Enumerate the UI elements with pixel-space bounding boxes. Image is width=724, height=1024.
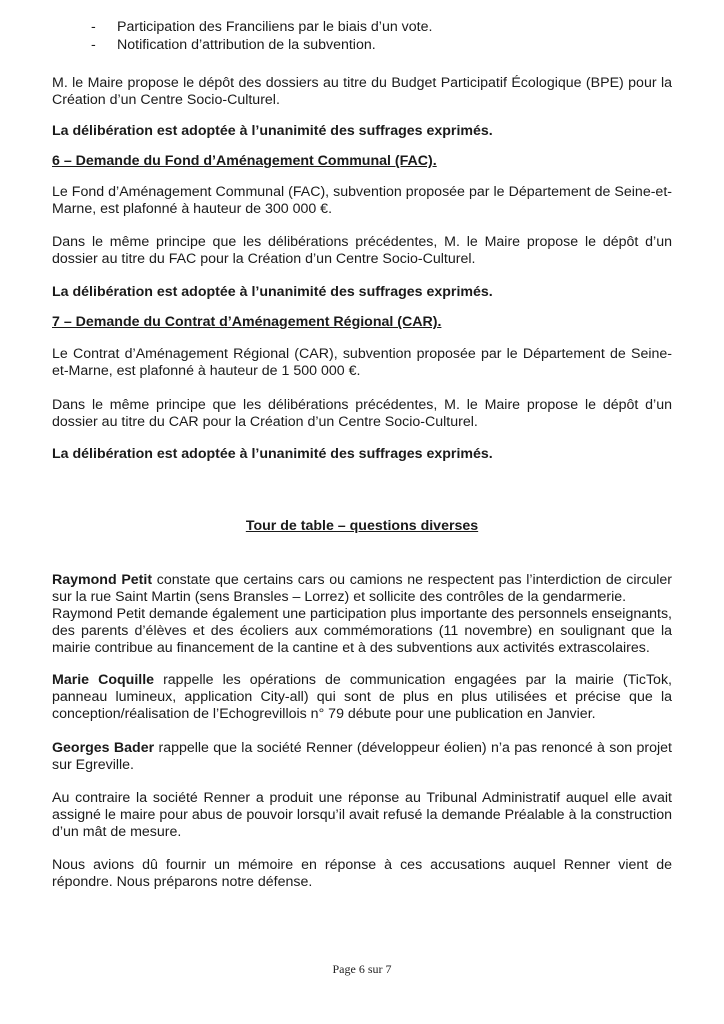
section-6-paragraph-2: Dans le même principe que les délibérations précédentes, M. le Maire propose le dépôt d’un dossier au titre du FAC pour la Création d’un Centre Socio-Culturel.: [52, 234, 672, 267]
section-6-heading: 6 – Demande du Fond d’Aménagement Communal (FAC).: [52, 153, 437, 169]
section-6-paragraph-1: Le Fond d’Aménagement Communal (FAC), subvention proposée par le Département de Seine-et-Marne, est plafonné à hauteur de 300 000 €.: [52, 184, 672, 217]
list-item: - Participation des Franciliens par le biais d’un vote.: [91, 19, 433, 35]
bullet-list: [52, 19, 672, 55]
page-footer: Page 6 sur 7: [332, 962, 392, 976]
paragraph-raymond-petit-1: Raymond Petit constate que certains cars ou camions ne respectent pas l’interdiction de circuler sur la rue Saint Martin (sens Bransles – Lorrez) et sollicite des contrôles de la gendarmerie.: [52, 572, 673, 605]
paragraph-bpe: M. le Maire propose le dépôt des dossiers au titre du Budget Participatif Écologique (BPE) pour la Création d’un Centre Socio-Culturel.: [52, 75, 672, 108]
bullet-marker: -: [91, 37, 96, 53]
paragraph-georges-bader: Georges Bader rappelle que la société Renner (développeur éolien) n’a pas renoncé à son projet sur Egreville.: [52, 740, 672, 773]
section-7-paragraph-2: Dans le même principe que les délibérations précédentes, M. le Maire propose le dépôt d’un dossier au titre du CAR pour la Création d’un Centre Socio-Culturel.: [52, 397, 672, 430]
paragraph-marie-coquille: Marie Coquille rappelle les opérations de communication engagées par la mairie (TicTok, panneau lumineux, application City-all) qui sont de plus en plus utilisées et précise que la conception/réalisation de l’Echogrevillois n° 79 débute pour une publication en Janvier.: [52, 672, 672, 722]
speaker-name: Raymond Petit: [52, 572, 153, 588]
list-item: - Notification d’attribution de la subvention.: [91, 37, 376, 53]
section-7-adopted-statement: La délibération est adoptée à l’unanimité des suffrages exprimés.: [52, 446, 493, 462]
speaker-name: Georges Bader: [52, 740, 155, 756]
adopted-statement: La délibération est adoptée à l’unanimité des suffrages exprimés.: [52, 123, 493, 139]
section-7-heading: 7 – Demande du Contrat d’Aménagement Régional (CAR).: [52, 314, 442, 330]
paragraph-raymond-petit-2: Raymond Petit demande également une participation plus importante des personnels enseignants, des parents d’élèves et des écoliers aux commémorations (11 novembre) en soulignant que la mairie contribue au financement de la cantine et à des subventions aux activités extrascolaires.: [52, 606, 672, 656]
speaker-name: Marie Coquille: [52, 672, 155, 688]
section-7-paragraph-1: Le Contrat d’Aménagement Régional (CAR), subvention proposée par le Département de Seine-et-Marne, est plafonné à hauteur de 1 500 000 €.: [52, 346, 672, 379]
bullet-marker: -: [91, 19, 96, 35]
section-6-adopted-statement: La délibération est adoptée à l’unanimité des suffrages exprimés.: [52, 284, 493, 300]
paragraph-memoire: Nous avions dû fournir un mémoire en réponse à ces accusations auquel Renner vient de répondre. Nous préparons notre défense.: [52, 857, 672, 890]
paragraph-renner: Au contraire la société Renner a produit une réponse au Tribunal Administratif auquel elle avait assigné le maire pour abus de pouvoir lorsqu’il avait refusé la demande Préalable à la construction d’un mât de mesure.: [52, 790, 672, 840]
tour-de-table-heading: Tour de table – questions diverses: [245, 518, 479, 534]
